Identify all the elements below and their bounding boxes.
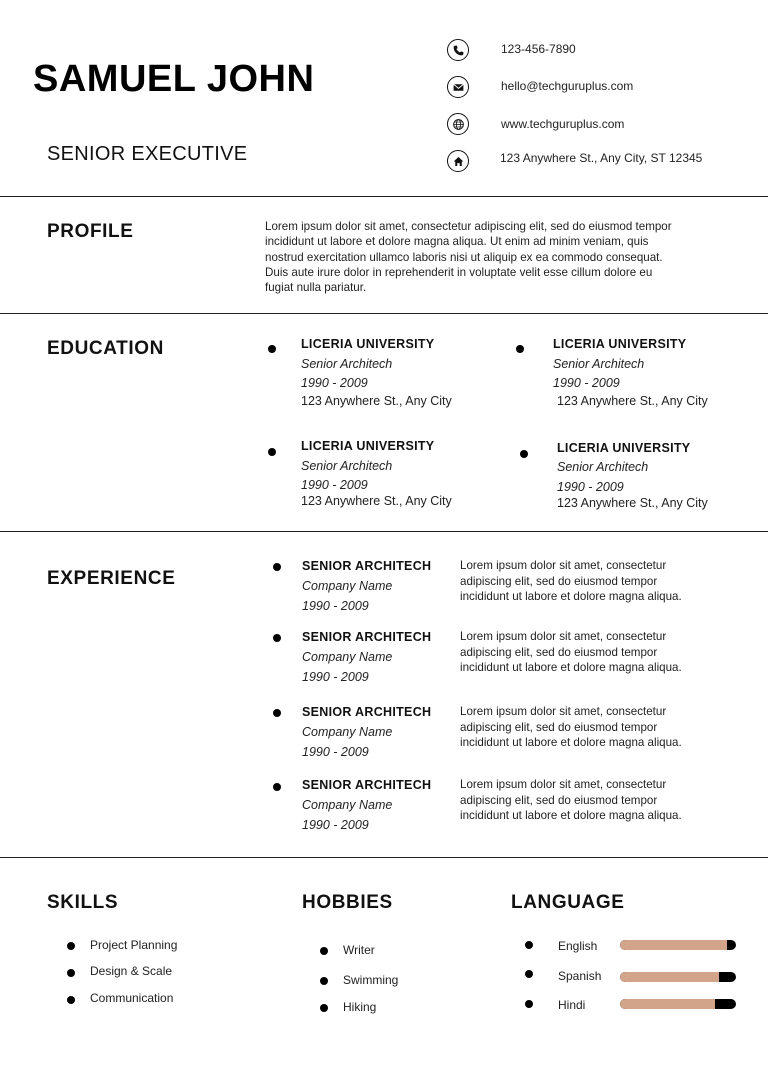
education-degree: Senior Architech — [553, 357, 645, 371]
bullet — [273, 634, 281, 642]
education-degree: Senior Architech — [301, 357, 393, 371]
education-address: 123 Anywhere St., Any City — [301, 394, 452, 408]
bullet — [273, 709, 281, 717]
contact-email[interactable]: hello@techguruplus.com — [501, 79, 634, 93]
bullet — [67, 969, 75, 977]
experience-desc-line: Lorem ipsum dolor sit amet, consectetur — [460, 705, 667, 718]
bullet — [525, 1000, 533, 1008]
education-school: LICERIA UNIVERSITY — [553, 337, 687, 351]
experience-years: 1990 - 2009 — [302, 745, 369, 759]
education-years: 1990 - 2009 — [557, 480, 624, 494]
education-school: LICERIA UNIVERSITY — [557, 441, 691, 455]
education-degree: Senior Architech — [301, 459, 393, 473]
language-title: LANGUAGE — [511, 892, 625, 913]
experience-title: EXPERIENCE — [47, 568, 176, 589]
bullet — [273, 563, 281, 571]
profile-text — [265, 219, 745, 295]
skills-title: SKILLS — [47, 892, 119, 913]
experience-company: Company Name — [302, 650, 393, 664]
profile-line: Duis aute irure dolor in reprehenderit in voluptate velit esse cillum dolore eu — [265, 265, 653, 279]
hobby-item: Hiking — [343, 1000, 377, 1014]
experience-desc — [460, 777, 730, 824]
bullet — [67, 996, 75, 1004]
profile-line: nostrud exercitation ullamco laboris nisi ut aliquip ex ea commodo consequat. — [265, 250, 663, 264]
globe-icon — [447, 113, 469, 135]
language-name: English — [558, 939, 598, 953]
home-icon — [447, 150, 469, 172]
bullet — [520, 450, 528, 458]
experience-position: SENIOR ARCHITECH — [302, 705, 432, 719]
experience-years: 1990 - 2009 — [302, 670, 369, 684]
experience-desc-line: Lorem ipsum dolor sit amet, consectetur — [460, 559, 667, 572]
bullet — [320, 977, 328, 985]
education-title: EDUCATION — [47, 338, 164, 359]
experience-desc-line: incididunt ut labore et dolore magna aliqua. — [460, 809, 682, 822]
bullet — [67, 942, 75, 950]
bullet — [525, 941, 533, 949]
bullet — [268, 448, 276, 456]
experience-years: 1990 - 2009 — [302, 599, 369, 613]
phone-icon — [447, 39, 469, 61]
experience-desc-line: adipiscing elit, sed do eiusmod tempor — [460, 720, 658, 734]
experience-company: Company Name — [302, 579, 393, 593]
education-address: 123 Anywhere St., Any City — [557, 394, 708, 408]
divider — [0, 857, 768, 858]
experience-desc-line: adipiscing elit, sed do eiusmod tempor — [460, 645, 658, 659]
experience-desc-line: adipiscing elit, sed do eiusmod tempor — [460, 793, 658, 807]
language-level-fill — [620, 972, 719, 982]
experience-desc-line: Lorem ipsum dolor sit amet, consectetur — [460, 630, 667, 643]
education-years: 1990 - 2009 — [553, 376, 620, 390]
hobby-item: Writer — [343, 943, 375, 957]
experience-desc-line: Lorem ipsum dolor sit amet, consectetur — [460, 778, 667, 791]
divider — [0, 313, 768, 314]
education-school: LICERIA UNIVERSITY — [301, 439, 435, 453]
bullet — [273, 783, 281, 791]
language-level-bar — [620, 999, 736, 1009]
education-school: LICERIA UNIVERSITY — [301, 337, 435, 351]
experience-desc-line: adipiscing elit, sed do eiusmod tempor — [460, 574, 658, 588]
language-level-fill — [620, 999, 715, 1009]
profile-line: incididunt ut labore et dolore magna aliqua. Ut enim ad minim veniam, quis — [265, 235, 649, 249]
experience-desc — [460, 704, 730, 751]
experience-position: SENIOR ARCHITECH — [302, 559, 432, 573]
candidate-name: SAMUEL JOHN — [33, 58, 315, 100]
experience-desc — [460, 558, 730, 605]
education-years: 1990 - 2009 — [301, 478, 368, 492]
education-address: 123 Anywhere St., Any City — [557, 496, 708, 510]
experience-years: 1990 - 2009 — [302, 818, 369, 832]
candidate-role: SENIOR EXECUTIVE — [47, 143, 248, 165]
experience-desc-line: incididunt ut labore et dolore magna aliqua. — [460, 590, 682, 603]
experience-position: SENIOR ARCHITECH — [302, 778, 432, 792]
language-level-bar — [620, 940, 736, 950]
education-address: 123 Anywhere St., Any City — [301, 494, 452, 508]
divider — [0, 531, 768, 532]
bullet — [320, 1004, 328, 1012]
language-name: Spanish — [558, 969, 602, 983]
language-level-fill — [620, 940, 727, 950]
profile-title: PROFILE — [47, 221, 134, 242]
education-degree: Senior Architech — [557, 460, 649, 474]
divider — [0, 196, 768, 197]
bullet — [516, 345, 524, 353]
skill-item: Project Planning — [90, 938, 178, 952]
hobby-item: Swimming — [343, 973, 399, 987]
profile-line: Lorem ipsum dolor sit amet, consectetur adipiscing elit, sed do eiusmod tempor — [265, 220, 672, 233]
experience-company: Company Name — [302, 798, 393, 812]
bullet — [525, 970, 533, 978]
skill-item: Communication — [90, 991, 174, 1005]
skill-item: Design & Scale — [90, 964, 173, 978]
language-level-bar — [620, 972, 736, 982]
experience-desc — [460, 629, 730, 676]
contact-website[interactable]: www.techguruplus.com — [501, 117, 625, 131]
hobbies-title: HOBBIES — [302, 892, 393, 913]
experience-desc-line: incididunt ut labore et dolore magna aliqua. — [460, 661, 682, 674]
mail-icon — [447, 76, 469, 98]
contact-phone[interactable]: 123-456-7890 — [501, 42, 576, 56]
education-years: 1990 - 2009 — [301, 376, 368, 390]
experience-desc-line: incididunt ut labore et dolore magna aliqua. — [460, 736, 682, 749]
profile-line: fugiat nulla pariatur. — [265, 281, 367, 295]
experience-position: SENIOR ARCHITECH — [302, 630, 432, 644]
experience-company: Company Name — [302, 725, 393, 739]
language-name: Hindi — [558, 998, 586, 1012]
bullet — [320, 947, 328, 955]
contact-address: 123 Anywhere St., Any City, ST 12345 — [500, 151, 703, 165]
bullet — [268, 345, 276, 353]
